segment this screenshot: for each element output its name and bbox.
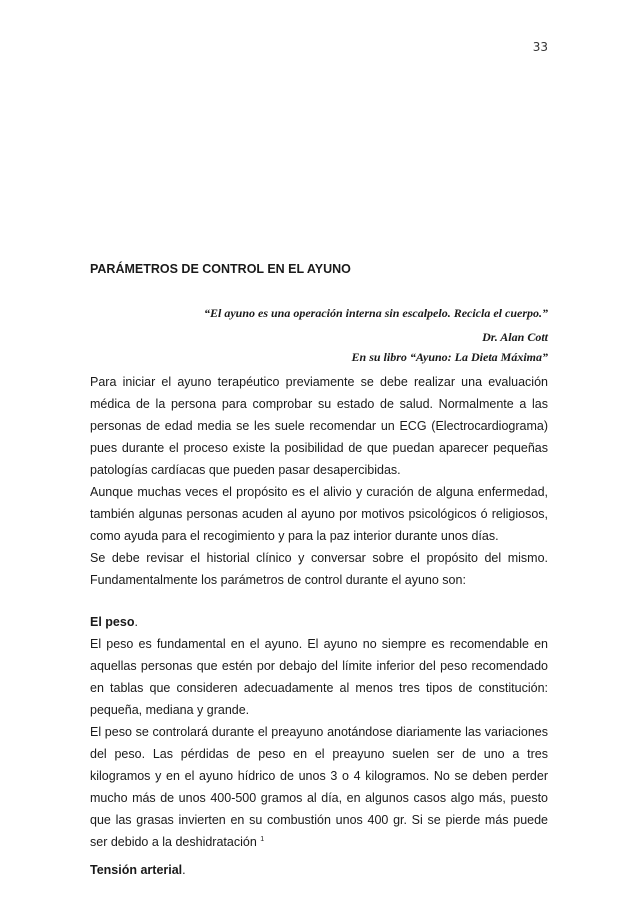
paragraph: El peso se controlará durante el preayuno anotándose diariamente las variaciones del peso. Las pérdidas de peso en el preayuno suelen ser de uno a tres kilogramos y en el ayuno hídrico de unos 3 o 4 kilogramos. No se deben perder mucho más de unos 400-500 gramos al día, en algunos casos algo más, puesto que las grasas invierten en su combustión unos 400 gr. Si se pierde más puede ser debido a la deshidratación $^1$ <box>90 725 548 849</box>
footnote-ref[interactable]: 1 <box>260 835 265 843</box>
subheading-tension-label: Tensión arterial <box>90 863 183 877</box>
subheading-peso: El peso. <box>90 615 138 629</box>
section-title: PARÁMETROS DE CONTROL EN EL AYUNO <box>90 262 351 276</box>
epigraph-quote: “El ayuno es una operación interna sin escalpelo. Recicla el cuerpo.” <box>204 306 548 320</box>
page-number: 33 <box>532 40 548 54</box>
paragraph: Se debe revisar el historial clínico y conversar sobre el propósito del mismo. Fundamentalmente los parámetros de control durante el ayuno son: <box>90 551 548 587</box>
author-book: En su libro “Ayuno: La Dieta Máxima” <box>351 350 548 364</box>
paragraph: Aunque muchas veces el propósito es el alivio y curación de alguna enfermedad, también algunas personas acuden al ayuno por motivos psicológicos ó religiosos, como ayuda para el recogimiento y para la paz interior durante unos días. <box>90 485 548 543</box>
epigraph-attribution <box>352 327 548 367</box>
subheading-peso-label: El peso <box>90 615 135 629</box>
author-name: Dr. Alan Cott <box>482 330 548 344</box>
body-text <box>90 371 548 881</box>
subheading-tension: Tensión arterial. <box>90 863 186 877</box>
paragraph: El peso es fundamental en el ayuno. El ayuno no siempre es recomendable en aquellas personas que estén por debajo del límite inferior del peso recomendado en tablas que consideren adecuadamente al menos tres tipos de constitución: pequeña, mediana y grande. <box>90 637 548 717</box>
paragraph: Para iniciar el ayuno terapéutico previamente se debe realizar una evaluación médica de la persona para comprobar su estado de salud. Normalmente a las personas de edad media se les suele recomendar un ECG (Electrocardiograma) pues durante el proceso existe la posibilidad de que puedan aparecer pequeñas patologías cardíacas que pueden pasar desapercibidas. <box>90 375 548 477</box>
